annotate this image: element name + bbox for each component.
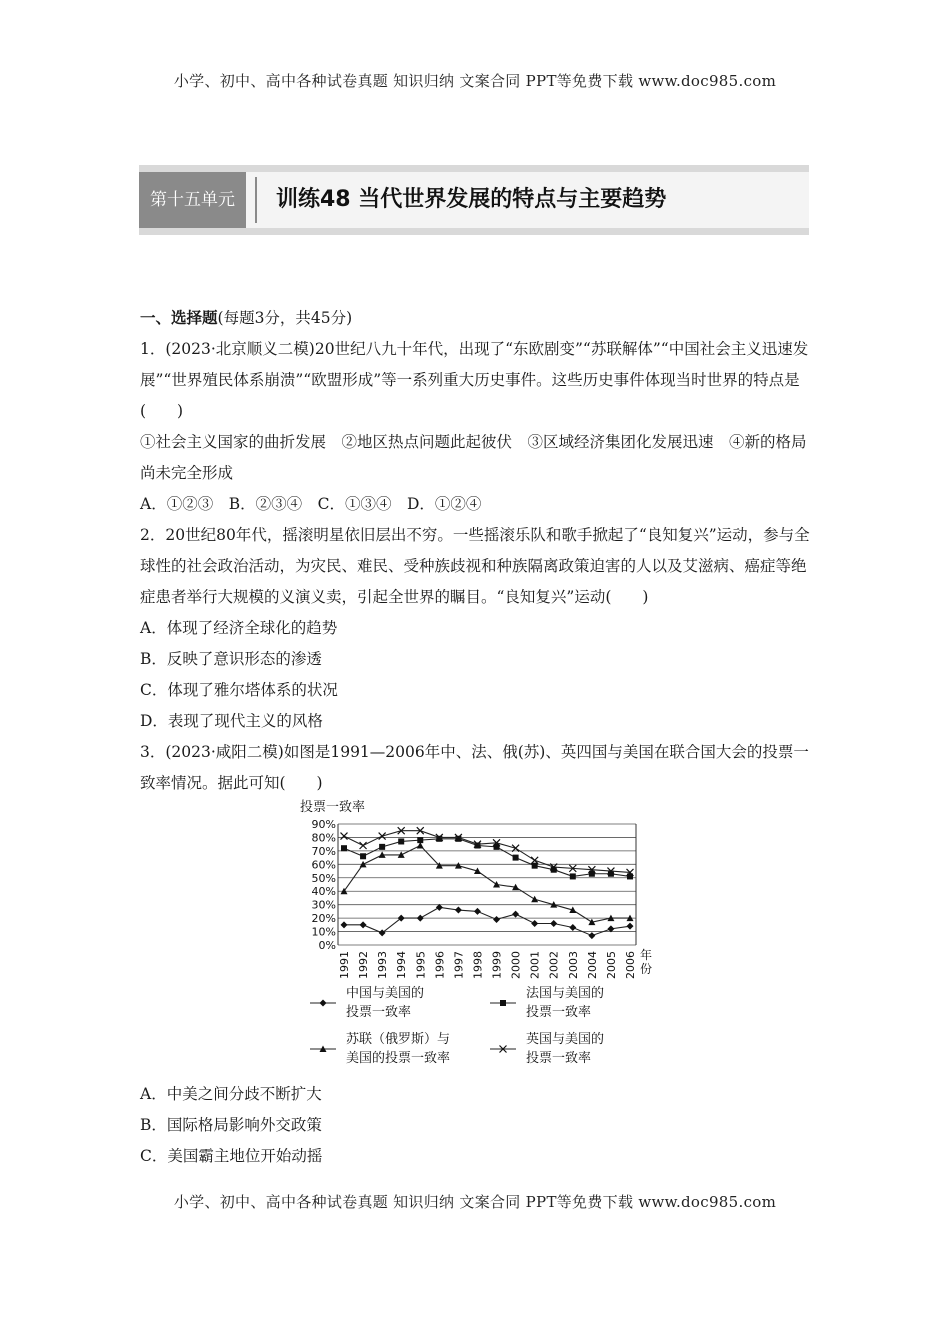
legend-marker-china: [320, 1000, 327, 1007]
option-3a[interactable]: A．中美之间分歧不断扩大: [140, 1085, 322, 1103]
data-point-china: [417, 915, 424, 922]
data-point-ussr-russia: [531, 896, 538, 903]
legend-label: 投票一致率: [526, 1051, 592, 1066]
x-tick-label: 1993: [376, 951, 390, 979]
y-tick-label: 0%: [318, 939, 336, 952]
data-point-china: [588, 932, 595, 939]
x-axis-unit-2: 份: [640, 962, 653, 976]
y-tick-label: 20%: [311, 912, 336, 926]
legend-label: 法国与美国的: [526, 986, 605, 1001]
legend-marker-france: [500, 1000, 506, 1006]
data-point-china: [512, 911, 519, 918]
data-point-ussr-russia: [493, 881, 500, 888]
data-point-france: [513, 855, 519, 861]
data-point-france: [341, 845, 347, 851]
x-tick-label: 1998: [471, 951, 485, 979]
data-point-uk: [379, 833, 386, 840]
data-point-china: [341, 921, 348, 928]
x-tick-label: 1997: [452, 951, 466, 979]
data-point-uk: [341, 833, 348, 840]
x-axis-unit: 年: [640, 948, 653, 962]
x-tick-label: 2004: [585, 951, 599, 979]
x-tick-label: 1996: [433, 951, 447, 979]
data-point-france: [360, 853, 366, 859]
y-tick-label: 40%: [311, 885, 336, 899]
data-point-china: [550, 920, 557, 927]
page-header: 小学、初中、高中各种试卷真题 知识归纳 文案合同 PPT等免费下载 www.doc985.com: [173, 72, 777, 90]
legend-label: 投票一致率: [346, 1005, 412, 1020]
legend-label: 苏联（俄罗斯）与: [346, 1032, 451, 1047]
data-point-france: [398, 838, 404, 844]
legend-label: 美国的投票一致率: [346, 1051, 451, 1066]
x-tick-label: 1991: [338, 951, 351, 979]
y-tick-label: 60%: [311, 858, 336, 872]
data-point-china: [474, 908, 481, 915]
banner-divider: [255, 177, 257, 223]
vote-chart: [300, 799, 720, 1079]
option-2c[interactable]: C．体现了雅尔塔体系的状况: [140, 681, 338, 699]
y-axis-title: 投票一致率: [300, 800, 366, 815]
option-2b[interactable]: B．反映了意识形态的渗透: [140, 650, 322, 668]
y-tick-label: 50%: [311, 871, 336, 885]
x-tick-label: 1992: [357, 951, 371, 979]
data-point-china: [627, 923, 634, 930]
data-point-china: [455, 907, 462, 914]
y-tick-label: 10%: [311, 925, 336, 939]
unit-banner: [139, 165, 809, 235]
series-line-ussr-russia: [344, 846, 630, 923]
x-tick-label: 2006: [624, 951, 637, 979]
option-2a[interactable]: A．体现了经济全球化的趋势: [140, 619, 338, 637]
data-point-china: [360, 921, 367, 928]
x-tick-label: 2003: [566, 951, 580, 979]
option-2d[interactable]: D．表现了现代主义的风格: [140, 712, 323, 730]
x-tick-label: 2005: [604, 951, 618, 979]
question-1-statements: ①社会主义国家的曲折发展 ②地区热点问题此起彼伏 ③区域经济集团化发展迅速 ④新的格局尚未完全形成: [140, 433, 807, 482]
x-tick-label: 1994: [395, 951, 409, 979]
y-tick-label: 90%: [311, 818, 336, 831]
data-point-uk: [360, 842, 367, 849]
x-tick-label: 2002: [547, 951, 561, 979]
y-tick-label: 80%: [311, 831, 336, 845]
series-line-uk: [344, 831, 630, 873]
option-3c[interactable]: C．美国霸主地位开始动摇: [140, 1147, 323, 1165]
option-3b[interactable]: B．国际格局影响外交政策: [140, 1116, 322, 1134]
data-point-china: [531, 920, 538, 927]
section-heading: 一、选择题(每题3分，共45分): [140, 309, 353, 327]
x-tick-label: 2000: [509, 951, 523, 979]
unit-label: 第十五单元: [139, 172, 246, 228]
question-3: 3．(2023·咸阳二模)如图是1991—2006年中、法、俄(苏)、英四国与美国在联合国大会的投票一致率情况。据此可知( ): [140, 743, 809, 792]
data-point-france: [532, 863, 538, 869]
data-point-france: [379, 844, 385, 850]
data-point-france: [570, 873, 576, 879]
series-line-france: [344, 839, 630, 877]
x-tick-label: 1995: [414, 951, 428, 979]
data-point-china: [569, 924, 576, 931]
x-tick-label: 2001: [528, 951, 542, 979]
legend-label: 投票一致率: [526, 1005, 592, 1020]
legend-label: 中国与美国的: [346, 986, 425, 1001]
page-footer: 小学、初中、高中各种试卷真题 知识归纳 文案合同 PPT等免费下载 www.doc985.com: [173, 1193, 777, 1211]
x-tick-label: 1999: [490, 951, 504, 979]
y-tick-label: 70%: [311, 844, 336, 858]
question-2: 2．20世纪80年代，摇滚明星依旧层出不穷。一些摇滚乐队和歌手掀起了“良知复兴”运动，参与全球性的社会政治活动，为灾民、难民、受种族歧视和种族隔离政策迫害的人以及艾滋病、癌症等绝症患者举行大规模的义演义卖，引起全世界的瞩目。“良知复兴”运动( ): [140, 526, 810, 606]
y-tick-label: 30%: [311, 898, 336, 912]
question-content: [140, 303, 812, 1172]
question-1: 1．(2023·北京顺义二模)20世纪八九十年代，出现了“东欧剧变”“苏联解体”“中国社会主义迅速发展”“世界殖民体系崩溃”“欧盟形成”等一系列重大历史事件。这些历史事件体现当时世界的特点是( ): [140, 340, 809, 420]
legend-label: 英国与美国的: [526, 1032, 605, 1047]
question-1-options[interactable]: A．①②③ B．②③④ C．①③④ D．①②④: [140, 495, 482, 513]
page-title: 训练48 当代世界发展的特点与主要趋势: [276, 187, 667, 212]
data-point-china: [493, 916, 500, 923]
